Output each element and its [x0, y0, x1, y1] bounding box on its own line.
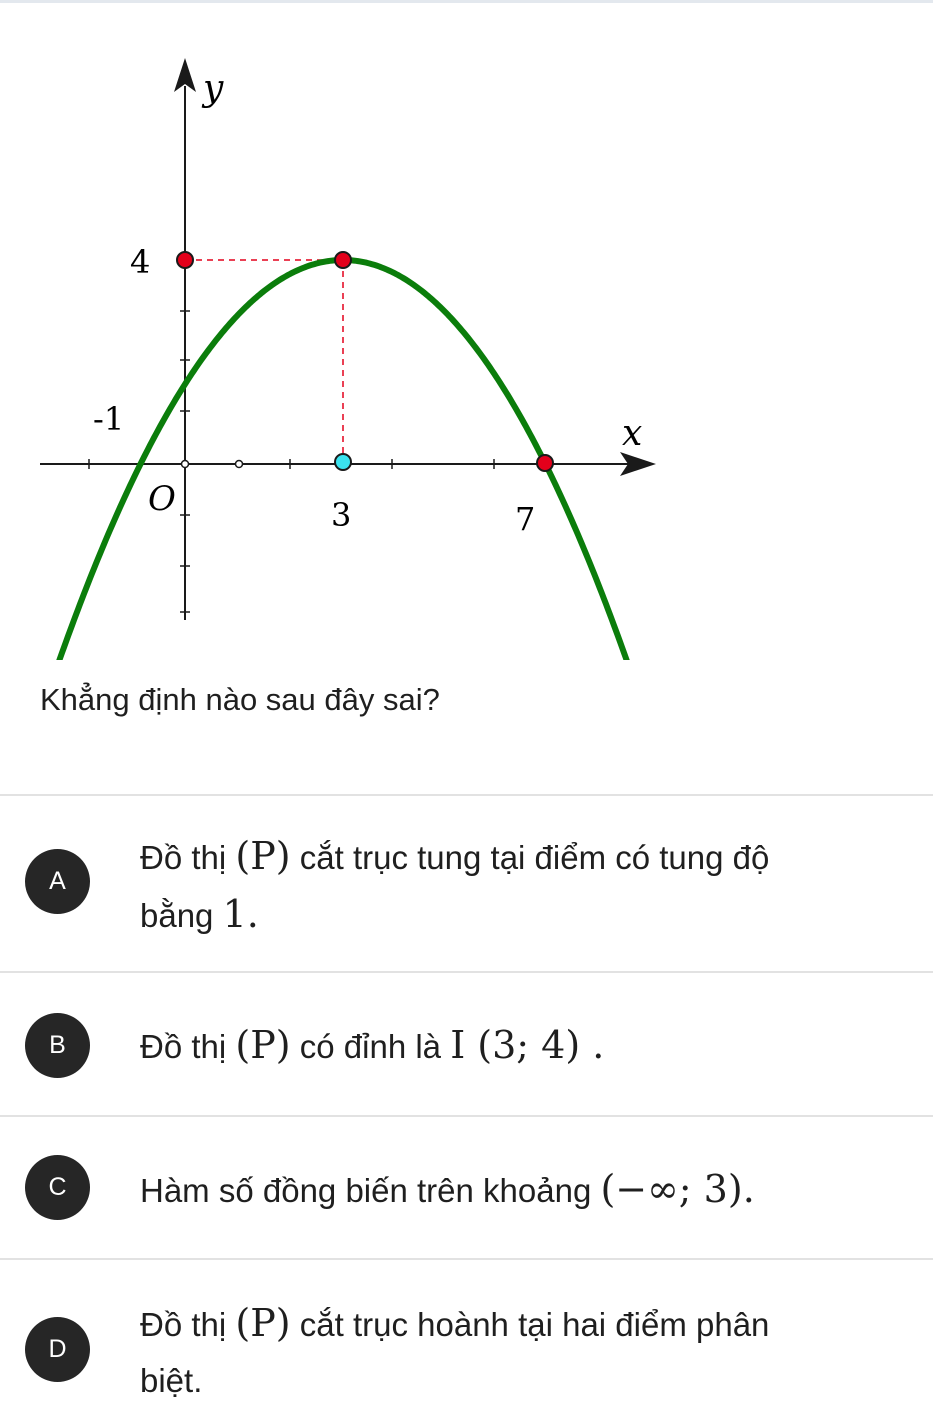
option-b[interactable]	[0, 973, 933, 1116]
option-a-badge: A	[25, 849, 90, 914]
option-a[interactable]	[0, 796, 933, 972]
option-d-math: (P)	[235, 1301, 291, 1345]
option-d-line2-text: biệt.	[140, 1362, 203, 1399]
option-a-math: (P)	[235, 834, 291, 878]
x-intercept-point	[537, 455, 553, 471]
origin-point	[182, 461, 189, 468]
option-d-text	[140, 1295, 769, 1409]
option-b-text-part2: có đỉnh là	[290, 1028, 451, 1065]
option-d-text-part2: cắt trục hoành tại hai điểm phân	[290, 1306, 770, 1343]
option-b-text	[140, 1017, 604, 1075]
option-c-text	[140, 1161, 755, 1219]
option-a-line2-text: bằng	[140, 897, 223, 934]
option-d-badge: D	[25, 1317, 90, 1382]
x-tick-label-7: 7	[515, 500, 536, 538]
unit-point	[236, 461, 243, 468]
vertex-foot-point	[335, 454, 351, 470]
option-a-text-part1: Đồ thị	[140, 839, 236, 876]
option-b-text-part1: Đồ thị	[140, 1028, 236, 1065]
parabola-graph	[0, 0, 933, 660]
y-axis-label: y	[203, 68, 224, 109]
option-b-math: (P)	[235, 1023, 291, 1067]
option-c[interactable]	[0, 1117, 933, 1259]
x-tick-label-3: 3	[331, 496, 352, 534]
option-c-text-part1: Hàm số đồng biến trên khoảng	[140, 1172, 601, 1209]
vertex-point	[335, 252, 351, 268]
option-a-text-part2: cắt trục tung tại điểm có tung độ	[290, 839, 770, 876]
option-a-text	[140, 828, 769, 944]
origin-label: O	[148, 479, 176, 519]
option-d-text-part1: Đồ thị	[140, 1306, 236, 1343]
option-a-line2-math: 1.	[222, 892, 259, 936]
y-tick-label-minus-1: -1	[93, 400, 125, 438]
option-d[interactable]	[0, 1260, 933, 1407]
x-axis-label: x	[622, 413, 643, 454]
question-text: Khẳng định nào sau đây sai?	[40, 682, 440, 717]
y-intercept-4-point	[177, 252, 193, 268]
option-b-math2: I (3; 4) .	[450, 1023, 605, 1067]
option-b-badge: B	[25, 1013, 90, 1078]
y-tick-label-4: 4	[130, 243, 151, 281]
option-c-math: (−∞; 3).	[600, 1167, 755, 1211]
option-c-badge: C	[25, 1155, 90, 1220]
